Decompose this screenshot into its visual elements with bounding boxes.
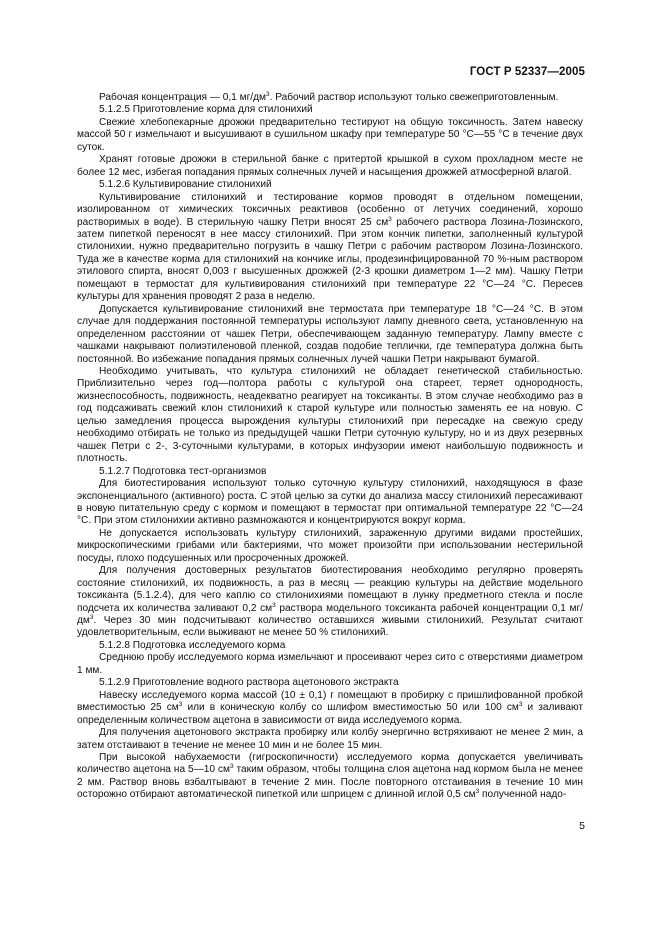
text-run: 5.1.2.6 Культивирование стилонихий — [99, 179, 272, 191]
page-number: 5 — [579, 820, 585, 832]
page-body — [77, 92, 583, 802]
text-run: Не допускается использовать культуру стилонихий, зараженную другими видами простейших, микроскопическими грибами или бактериями, что может произойти при использовании нестерильной посуды, плохо подсушенных или просроченных дрожжей. — [77, 527, 583, 564]
text-run: раствора модельного токсиканта рабочей концентрации 0,1 мг/дм — [77, 602, 583, 627]
paragraph — [77, 727, 583, 752]
paragraph — [77, 366, 583, 466]
section-heading — [77, 104, 583, 116]
section-heading — [77, 640, 583, 652]
text-run: 5.1.2.8 Подготовка исследуемого корма — [99, 639, 286, 651]
text-run: Культивирование стилонихий и тестирование кормов проводят в отдельном помещении, изолированном от химических токсичных реактивов (особенно от летучих соединений, хорошо растворимых в воде). В стерильную чашку Петри вносят 25 см — [77, 191, 583, 228]
paragraph — [77, 117, 583, 154]
text-run: полученной надо- — [479, 789, 567, 801]
superscript: 3 — [229, 763, 234, 771]
paragraph — [77, 565, 583, 640]
text-run: Для получения достоверных результатов биотестирования необходимо регулярно проверять состояние стилонихий, их подвижность, а раз в месяц — реакцию культуры на действие модельного токсиканта (5.1.2.4), для чего каплю со стилонихиями помещают в лунку предметного стекла и после подсчета их количества заливают 0,2 см — [77, 565, 583, 614]
section-heading — [77, 677, 583, 689]
section-heading — [77, 466, 583, 478]
text-run: . Через 30 мин подсчитывают количество оставшихся живыми стилонихий. Результат считают удовлетворительным, если выживают не менее 50 % стилонихий. — [77, 615, 583, 639]
paragraph — [77, 690, 583, 727]
paragraph — [77, 154, 583, 179]
text-run: Хранят готовые дрожжи в стерильной банке с притертой крышкой в сухом прохладном месте не более 12 мес, избегая попадания прямых солнечных лучей и насыщения дрожжей атмосферной влагой. — [77, 154, 583, 178]
text-run: Среднюю пробу исследуемого корма измельчают и просеивают через сито с отверстиями диаметром 1 мм. — [77, 652, 583, 676]
text-run: Допускается культивирование стилонихий вне термостата при температуре 18 °С—24 °С. В этом случае для поддержания постоянной температуры используют лампу дневного света, установленную на определенном расстоянии от чашек Петри, обеспечивающем заданную температуру. Лампу вместе с чашками накрывают полиэтиленовой пленкой, создав подобие теплички, где температура должна быть постоянной. Во избежание попадания прямых солнечных лучей чашки Петри накрывают бумагой. — [77, 303, 583, 365]
text-run: Для биотестирования используют только суточную культуру стилонихий, находящуюся в фазе экспоненциального (активного) роста. С этой целью за сутки до анализа массу стилонихий пересаживают в новую питательную среду с кормом и помещают в термостат при оптимальной температуре 22 °С—24 °С. При этом стилонихии активно размножаются и концентрируются вокруг корма. — [77, 478, 583, 527]
superscript: 3 — [388, 215, 392, 223]
paragraph — [77, 478, 583, 528]
text-run: Навеску исследуемого корма массой (10 ± 0,1) г помещают в пробирку с пришлифованной пробкой вместимостью 25 см — [77, 689, 583, 714]
text-run: Для получения ацетонового экстракта пробирку или колбу энергично встряхивают не менее 2 мин, а затем отстаивают в течение не менее 10 мин и не более 15 мин. — [77, 727, 583, 751]
text-run: При высокой набухаемости (гигроскопичности) исследуемого корма допускается увеличивать количество ацетона на 5—10 см — [77, 752, 583, 776]
superscript: 3 — [475, 788, 480, 796]
text-run: и заливают определенным количеством ацетона в зависимости от вида исследуемого корма. — [77, 702, 583, 726]
superscript: 3 — [89, 614, 94, 622]
paragraph — [77, 752, 583, 802]
paragraph — [77, 92, 583, 104]
superscript: 3 — [265, 91, 270, 98]
superscript: 3 — [518, 701, 523, 709]
paragraph — [77, 304, 583, 366]
paragraph — [77, 652, 583, 677]
text-run: Рабочая концентрация — 0,1 мг/дм — [99, 92, 266, 103]
text-run: . Рабочий раствор используют только свежеприготовленным. — [269, 92, 559, 103]
text-run: или в коническую колбу со шлифом вместимостью 50 или 100 см — [182, 702, 519, 714]
text-run: 5.1.2.9 Приготовление водного раствора ацетонового экстракта — [99, 677, 399, 689]
section-heading — [77, 179, 583, 191]
text-run: рабочего раствора Лозина-Лозинского, затем пипеткой переносят в нее массу стилонихий. При этом кончик пипетки, заполненный культурой стилонихии, нужно предварительно погрузить в чашку Петри с рабочим раствором Лозина-Лозинского. Туда же в качестве корма для стилонихий на кончике иглы, продезинфицированной 70 %-ным раствором этилового спирта, вносят 0,003 г высушенных дрожжей (2-3 крошки диаметром 1—2 мм). Чашку Петри помещают в термостат для культивирования стилонихий при температуре 22 °С—24 °С. Пересев культуры для хранения проводят 2 раза в неделю. — [77, 216, 583, 303]
paragraph — [77, 528, 583, 565]
text-run: таким образом, чтобы толщина слоя ацетона над кормом была не менее 2 мм. Раствор вновь взбалтывают в течение 2 мин. После повторного отстаивания в течение 10 мин осторожно отбирают автоматической пипеткой или шприцем с длинной иглой 0,5 см — [77, 764, 583, 801]
text-run: 5.1.2.7 Подготовка тест-организмов — [99, 465, 267, 477]
superscript: 3 — [272, 601, 276, 609]
document-code: ГОСТ Р 52337—2005 — [469, 66, 585, 78]
text-run: Необходимо учитывать, что культура стилонихий не обладает генетической стабильностью. Приблизительно через год—полтора работы с культурой она стареет, теряет однородность, жизнеспособность, подвижность, неадекватно реагирует на токсиканты. В этом случае необходимо раз в год подсаживать свежий клон стилонихий к старой культуре или полностью заменять ее на новую. С целью замедления процесса вырождения культуры стилонихий при пересадке на свежую среду необходимо отбирать не только из предыдущей чашки Петри суточную культуру, но и из двух резервных чашек Петри с 2-, 3-суточными культурами, в которых инфузории имеют наибольшую подвижность и плотность. — [77, 365, 583, 465]
text-run: 5.1.2.5 Приготовление корма для стилонихий — [99, 104, 313, 116]
paragraph — [77, 192, 583, 304]
superscript: 3 — [178, 701, 183, 709]
text-run: Свежие хлебопекарные дрожжи предварительно тестируют на общую токсичность. Затем навеску массой 50 г измельчают и высушивают в сушильном шкафу при температуре 50 °С—55 °С в течение двух суток. — [77, 116, 583, 153]
